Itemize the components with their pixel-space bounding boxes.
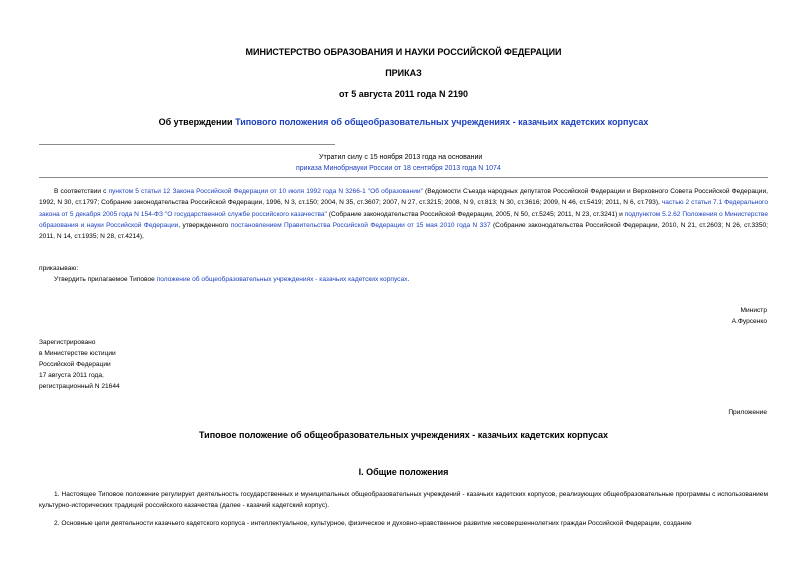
ministry-heading: МИНИСТЕРСТВО ОБРАЗОВАНИЯ И НАУКИ РОССИЙСКОЙ ФЕДЕРАЦИИ	[245, 47, 562, 57]
approve-prefix: Утвердить прилагаемое Типовое	[54, 276, 157, 283]
preamble-paragraph	[39, 186, 768, 242]
status-line: Утратил силу с 15 ноября 2013 года на основании	[319, 154, 483, 161]
signature-name: А.Фурсенко	[731, 318, 767, 325]
regulation-link[interactable]: положение об общеобразовательных учреждениях - казачьих кадетских корпусах	[156, 276, 408, 283]
doc-type-heading: ПРИКАЗ	[385, 68, 422, 78]
appendix-label: Приложение	[728, 409, 767, 416]
section-heading: I. Общие положения	[358, 467, 449, 477]
preamble-text-4: , утвержденного	[178, 221, 231, 229]
subject-prefix: Об утверждении	[158, 117, 236, 127]
divider-long	[39, 177, 768, 178]
divider-short	[39, 144, 335, 145]
registration-line-4: 17 августа 2011 года,	[39, 372, 104, 379]
cossack-service-law-link[interactable]: частью 2 статьи 7.1 Федерального закона от 5 декабря 2005 года N 154-ФЗ "О государственной службе российского казачества"	[39, 199, 768, 218]
government-resolution-link[interactable]: постановлением Правительства Российской Федерации от 15 мая 2010 года N 337	[230, 221, 491, 229]
preamble-text-1: В соответствии с	[54, 188, 109, 195]
clause-1: 1. Настоящее Типовое положение регулирует деятельность государственных и муниципальных общеобразовательных учреждений - казачьих кадетских корпусов, реализующих общеобразовательные программы с использованием культурно-исторических традиций российского казачества (далее - казачий кадетский корпус).	[39, 491, 768, 510]
clause-2: 2. Основные цели деятельности казачьего кадетского корпуса - интеллектуальное, культурное, физическое и духовно-нравственное развитие несовершеннолетних граждан Российской Федерации, создание	[54, 520, 692, 527]
approve-line	[54, 274, 409, 285]
preamble-text-2: (Ведомости Съезда народных депутатов Российской Федерации и Верховного Совета Российской Федерации, 1992, N 30, ст.1797; Собрание законодательства Российской Федерации, 1996, N 3, ст.150; 2004, N 35, ст.3607; 2007, N 27, ст.3215; 2008, N 9, ст.813; N 30, ст.3616; 2009, N 46, ст.5419; 2011, N 6, ст.793),	[39, 188, 769, 207]
subject-heading	[0, 116, 807, 129]
appendix-title: Типовое положение об общеобразовательных учреждениях - казачьих кадетских корпусах	[199, 430, 608, 440]
preamble-text-5: (Собрание законодательства Российской Федерации, 2010, N 21, ст.2603; N 26, ст.3350; 2011, N 14, ст.1935; N 28, ст.4214),	[39, 221, 768, 241]
registration-line-5: регистрационный N 21644	[39, 383, 120, 390]
ministry-regulation-link[interactable]: подпунктом 5.2.62 Положения о Министерстве образования и науки Российской Федерации	[39, 210, 768, 229]
registration-line-3: Российской Федерации	[39, 361, 111, 368]
registration-line-2: в Министерстве юстиции	[39, 350, 116, 357]
preamble-text-3: (Собрание законодательства Российской Федерации, 2005, N 50, ст.5245; 2011, N 23, ст.3241) и	[326, 210, 625, 218]
subject-link[interactable]: Типового положения об общеобразовательных учреждениях - казачьих кадетских корпусах	[235, 117, 649, 127]
signature-title: Министр	[740, 307, 767, 314]
registration-line-1: Зарегистрировано	[39, 339, 96, 346]
law-education-link[interactable]: пунктом 5 статьи 12 Закона Российской Федерации от 10 июля 1992 года N 3266-1 "Об образовании"	[108, 188, 423, 195]
order-command: приказываю:	[39, 265, 79, 272]
status-link[interactable]: приказа Минобрнауки России от 18 сентября 2013 года N 1074	[296, 165, 501, 172]
date-number-heading: от 5 августа 2011 года N 2190	[339, 89, 468, 99]
approve-suffix: .	[407, 276, 410, 283]
